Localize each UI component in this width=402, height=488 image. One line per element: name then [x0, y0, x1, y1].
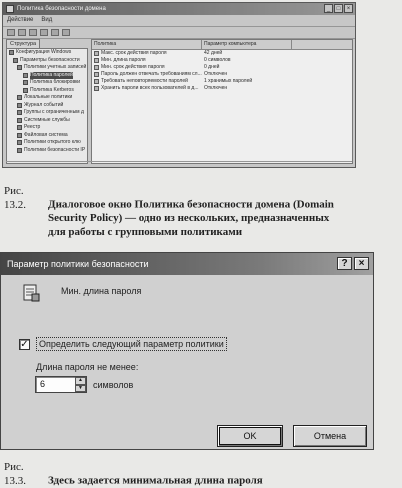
policy-icon — [94, 79, 99, 84]
caption-line: для работы с групповыми политиками — [48, 225, 243, 238]
folder-icon — [17, 140, 22, 145]
folder-icon — [17, 118, 22, 123]
minimize-button[interactable]: _ — [324, 4, 333, 13]
list-item[interactable]: Мин. длина пароля 0 символов — [92, 57, 352, 64]
help-button[interactable]: ? — [337, 257, 352, 270]
list-item[interactable]: Макс. срок действия пароля 42 дней — [92, 50, 352, 57]
tab-structure[interactable]: Структура — [6, 39, 40, 49]
folder-icon — [17, 110, 22, 115]
define-policy-row — [19, 337, 227, 351]
folder-icon — [17, 125, 22, 130]
folder-icon — [23, 88, 28, 93]
window-title: Политика безопасности домена — [17, 6, 106, 12]
list-item[interactable]: Мин. срок действия пароля 0 дней — [92, 64, 352, 71]
dialog-title: Параметр политики безопасности — [7, 259, 149, 269]
figure-13-2-caption — [4, 185, 400, 239]
policy-icon — [94, 58, 99, 63]
console-tree — [6, 48, 88, 164]
menu-action[interactable]: Действие — [7, 17, 34, 23]
shield-icon — [17, 148, 22, 153]
spinner-up-icon[interactable]: ▲ — [75, 377, 86, 385]
password-length-label: Длина пароля не менее: — [36, 362, 139, 372]
list-item[interactable]: Пароль должен отвечать требованиям сл... Отключен — [92, 71, 352, 78]
tree-item[interactable]: Конфигурация Windows — [7, 49, 87, 57]
folder-icon — [23, 80, 28, 85]
caption-number: Рис. 13.2. — [4, 185, 26, 211]
tree-item[interactable]: Файловая система — [7, 132, 87, 140]
ok-button[interactable]: OK — [217, 425, 283, 447]
mmc-app-icon — [6, 5, 14, 13]
define-policy-label[interactable]: Определить следующий параметр политики — [36, 337, 227, 351]
policy-setting-icon — [21, 283, 41, 303]
list-header — [92, 40, 352, 50]
security-policy-setting-dialog — [0, 252, 374, 450]
tree-item[interactable]: Политики открытого клю — [7, 139, 87, 147]
cancel-button[interactable]: Отмена — [293, 425, 367, 447]
caption-number: Рис. 13.3. — [4, 461, 26, 487]
close-button[interactable]: × — [344, 4, 353, 13]
tree-item[interactable]: Политики безопасности IP — [7, 147, 87, 155]
tree-item[interactable]: Политика блокировки — [7, 79, 87, 87]
folder-icon — [17, 65, 22, 70]
column-header-setting[interactable]: Параметр компьютера — [202, 40, 292, 49]
list-item[interactable]: Хранить пароли всех пользователей в д... Отключен — [92, 85, 352, 92]
tree-item[interactable]: Политика Kerberos — [7, 87, 87, 95]
tree-item[interactable]: Политики учетных записей — [7, 64, 87, 72]
tree-item[interactable]: Журнал событий — [7, 102, 87, 110]
policy-icon — [94, 51, 99, 56]
toolbar — [3, 27, 355, 39]
caption-line: Security Policy) — одно из нескольких, предназначенных — [48, 212, 330, 224]
list-item[interactable]: Требовать неповторяемости паролей 1 хранимых паролей — [92, 78, 352, 85]
password-length-value[interactable]: 6 — [40, 379, 46, 389]
tree-item[interactable]: Локальные политики — [7, 94, 87, 102]
folder-icon — [17, 95, 22, 100]
tree-item[interactable]: Реестр — [7, 124, 87, 132]
tree-item[interactable]: Системные службы — [7, 117, 87, 125]
spinner-down-icon[interactable]: ▼ — [75, 385, 86, 393]
close-button[interactable]: × — [354, 257, 369, 270]
back-icon[interactable] — [7, 29, 15, 36]
policy-icon — [94, 65, 99, 70]
maximize-button[interactable]: □ — [334, 4, 343, 13]
define-policy-checkbox[interactable]: ✓ — [20, 338, 29, 350]
caption-text: Здесь задается минимальная длина пароля — [48, 474, 263, 487]
up-icon[interactable] — [29, 29, 37, 36]
status-bar — [6, 161, 352, 166]
folder-icon — [9, 50, 14, 55]
tree-item[interactable]: Группы с ограниченным д — [7, 109, 87, 117]
column-header-policy[interactable]: Политика — [92, 40, 202, 49]
caption-line: Диалоговое окно Политика безопасности домена (Domain — [48, 198, 334, 211]
menu-bar — [3, 15, 355, 27]
policy-name: Мин. длина пароля — [61, 286, 142, 296]
policy-list — [91, 39, 353, 164]
tree-item[interactable]: Параметры безопасности — [7, 57, 87, 65]
window-titlebar — [3, 3, 355, 15]
figure-13-3-caption — [4, 461, 263, 488]
units-label: символов — [93, 380, 134, 390]
folder-icon — [13, 58, 18, 63]
refresh-icon[interactable] — [51, 29, 59, 36]
help-icon[interactable] — [62, 29, 70, 36]
policy-icon — [94, 72, 99, 77]
folder-icon — [17, 133, 22, 138]
domain-security-policy-window — [2, 2, 356, 168]
folder-icon — [17, 103, 22, 108]
properties-icon[interactable] — [40, 29, 48, 36]
dialog-titlebar — [1, 253, 373, 275]
folder-icon — [23, 73, 28, 78]
policy-icon — [94, 86, 99, 91]
password-length-spinner[interactable] — [35, 376, 87, 393]
menu-view[interactable]: Вид — [41, 17, 53, 23]
tree-item-selected[interactable]: Политика паролей — [7, 72, 87, 80]
forward-icon[interactable] — [18, 29, 26, 36]
